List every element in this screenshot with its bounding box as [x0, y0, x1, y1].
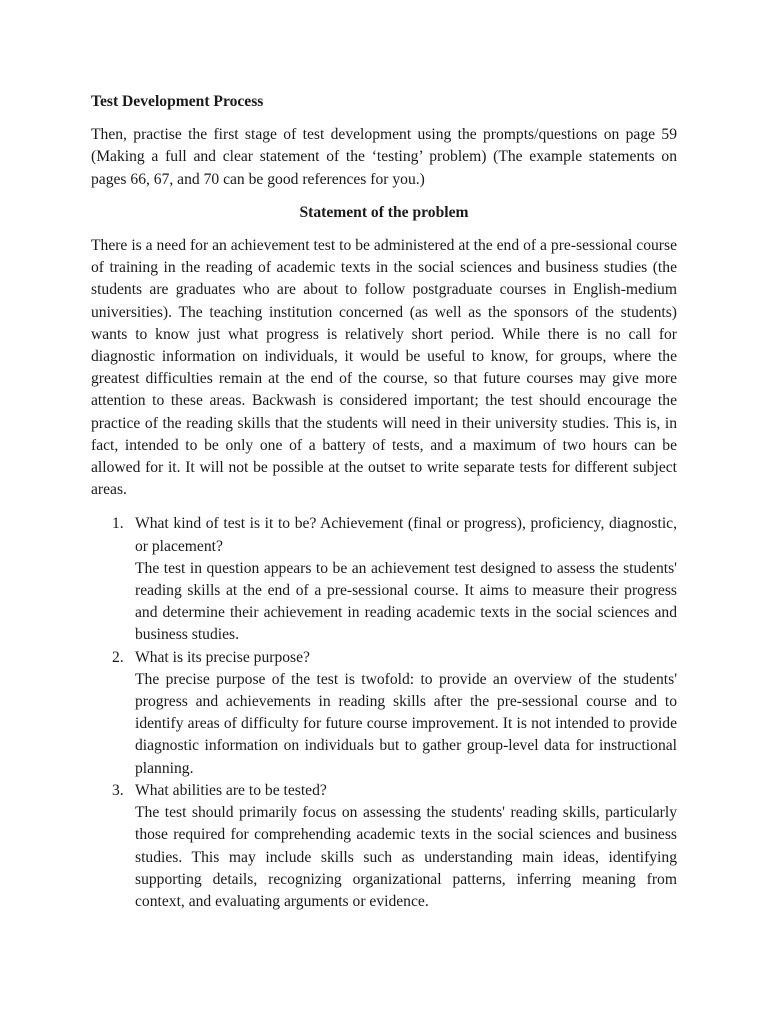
list-item	[91, 513, 677, 646]
section-heading: Statement of the problem	[299, 203, 469, 221]
list-item	[91, 780, 677, 913]
list-item-number: 2.	[112, 648, 124, 666]
intro-paragraph: Then, practise the first stage of test development using the prompts/questions on page 59 (Making a full and clear statement of the ‘testing’ problem) (The example statements on pages 66, 67, and 70 can be good references for you.)	[91, 126, 677, 188]
document-title: Test Development Process	[91, 93, 264, 110]
question-list	[91, 513, 677, 913]
answer-text: The test in question appears to be an achievement test designed to assess the students' reading skills at the end of a pre-sessional course. It aims to measure their progress and determine their achievement in reading academic texts in the social sciences and business studies.	[135, 559, 677, 644]
list-item-number: 1.	[112, 515, 124, 533]
question-text: What kind of test is it to be? Achievement (final or progress), proficiency, diagnostic, or placement?	[135, 515, 677, 555]
document-page	[91, 91, 677, 913]
question-text: What abilities are to be tested?	[135, 781, 327, 799]
list-item-number: 3.	[112, 781, 124, 799]
answer-text: The precise purpose of the test is twofold: to provide an overview of the students' progress and achievements in reading skills after the pre-sessional course and to identify areas of difficulty for future course improvement. It is not intended to provide diagnostic information on individuals but to gather group-level data for instructional planning.	[135, 670, 677, 777]
statement-paragraph: There is a need for an achievement test to be administered at the end of a pre-sessional course of training in the reading of academic texts in the social sciences and business studies (the students are graduates who are about to follow postgraduate courses in English-medium universities). The teaching institution concerned (as well as the sponsors of the students) wants to know just what progress is relatively short period. While there is no call for diagnostic information on individuals, it would be useful to know, for groups, where the greatest difficulties remain at the end of the course, so that future courses may give more attention to these areas. Backwash is considered important; the test should encourage the practice of the reading skills that the students will need in their university studies. This is, in fact, intended to be only one of a battery of tests, and a maximum of two hours can be allowed for it. It will not be possible at the outset to write separate tests for different subject areas.	[91, 237, 677, 499]
answer-text: The test should primarily focus on assessing the students' reading skills, particularly those required for comprehending academic texts in the social sciences and business studies. This may include skills such as understanding main ideas, identifying supporting details, recognizing organizational patterns, inferring meaning from context, and evaluating arguments or evidence.	[135, 804, 677, 910]
question-text: What is its precise purpose?	[135, 648, 310, 666]
list-item	[91, 647, 677, 780]
